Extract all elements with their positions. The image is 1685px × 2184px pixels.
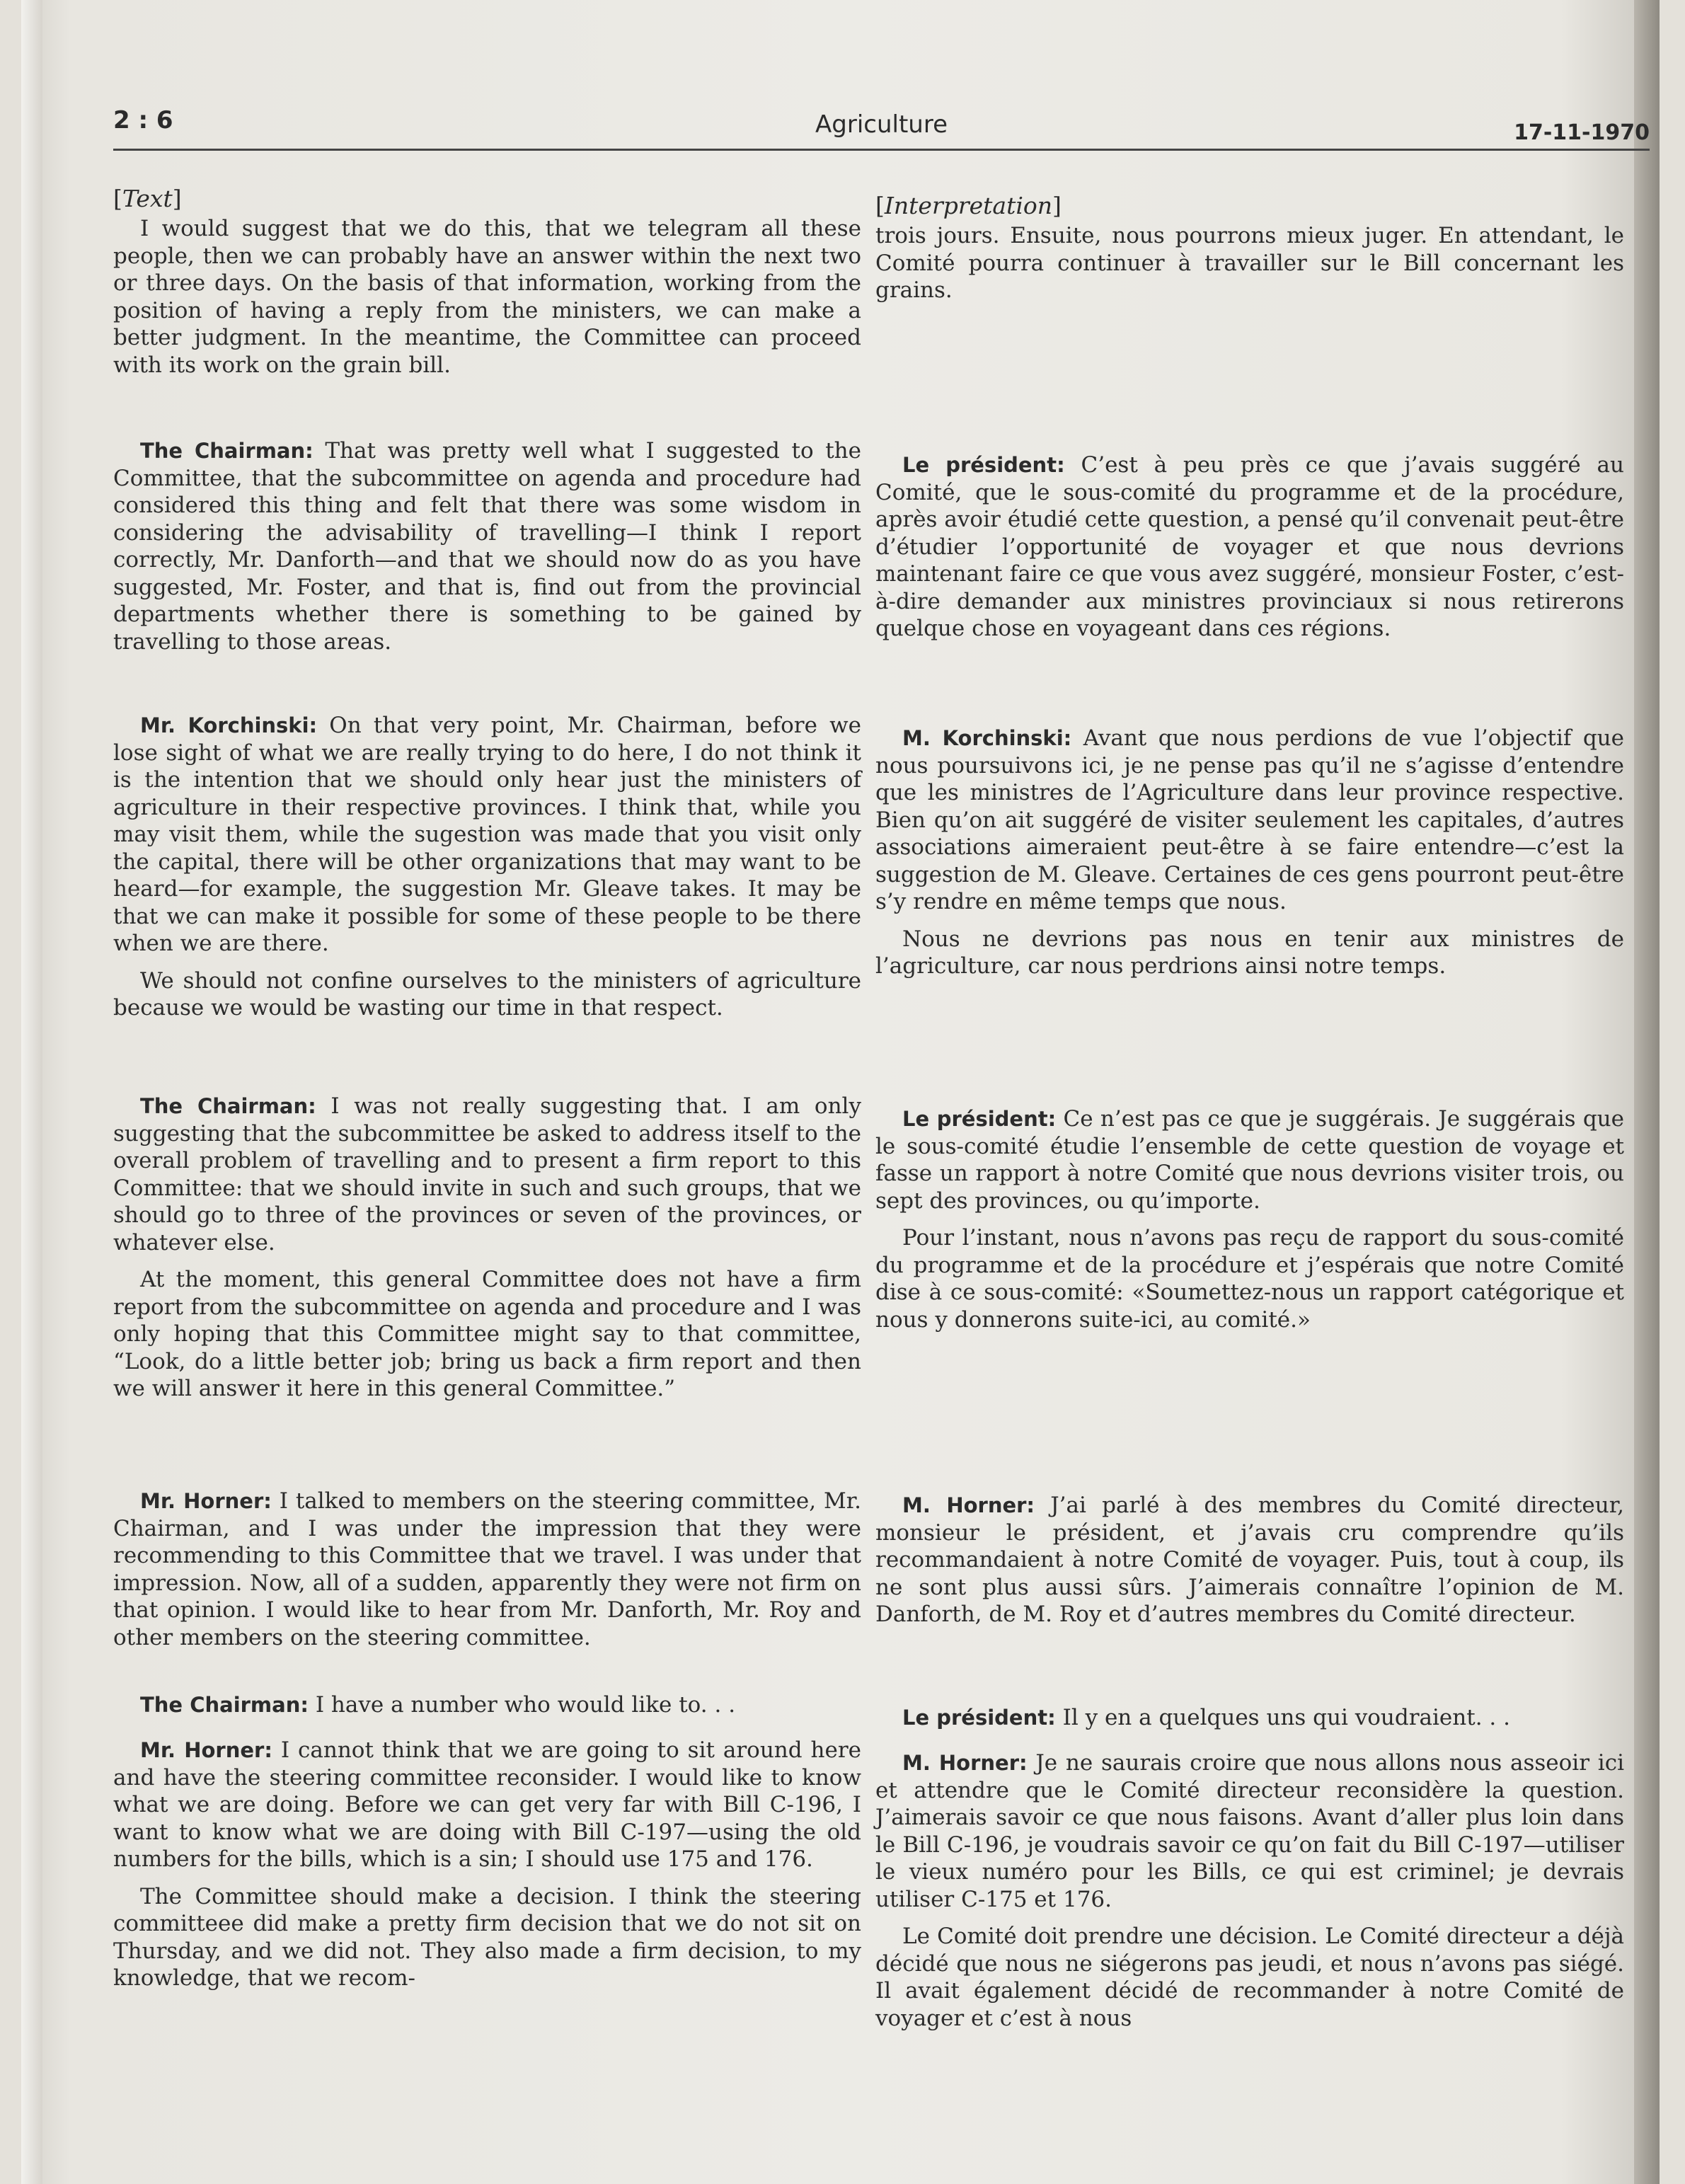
speech-paragraph: Mr. Korchinski: On that very point, Mr. Chairman, before we lose sight of what we are really trying to do here, I do not think it is the intention that we should only hear just the ministers of agriculture in their respective provinces. I think that, while you may visit them, while the sugestion was made that you visit only the capital, there will be other organizations that may want to be heard—for example, the suggestion Mr. Gleave takes. It may be that we can make it possible for some of these people to be there when we are there. — [113, 713, 861, 956]
speech-paragraph: Le président: Ce n’est pas ce que je suggérais. Je suggérais que le sous-comité étudie l’ensemble de cette question de voyage et fasse un rapport à notre Comité que nous devrions visiter trois, ou sept des provinces, ou qu’importe. — [875, 1106, 1624, 1214]
speaker-name: The Chairman: — [140, 439, 314, 463]
speech-block — [113, 437, 861, 655]
speaker-name: Le président: — [902, 1107, 1057, 1131]
speaker-name: The Chairman: — [140, 1094, 316, 1118]
speech-block — [113, 1488, 861, 1651]
speech-block — [113, 1093, 861, 1403]
page-binding-edge — [1634, 0, 1660, 2184]
speech-paragraph: At the moment, this general Committee does not have a firm report from the subcommittee on agenda and procedure and I was only hoping that this Committee might say to that committee, “Look, do a little better job; bring us back a firm report and then we will answer it here in this general Committee.” — [113, 1267, 861, 1401]
speech-paragraph: The Chairman: I was not really suggesting that. I am only suggesting that the subcommittee be asked to address itself to the overall problem of travelling and to present a firm report to this Committee: that we should invite in such and such groups, that we should go to three of the provinces or seven of the provinces, or whatever else. — [113, 1093, 861, 1255]
speech-paragraph: Mr. Horner: I talked to members on the steering committee, Mr. Chairman, and I was under the impression that they were recommending to this Committee that we travel. I was under that impression. Now, all of a sudden, apparently they were not firm on that opinion. I would like to hear from Mr. Danforth, Mr. Roy and other members on the steering committee. — [113, 1488, 861, 1650]
speech-paragraph: trois jours. Ensuite, nous pourrons mieux juger. En attendant, le Comité pourra continuer à travailler sur le Bill concernant les grains. — [875, 223, 1624, 303]
speech-block — [875, 1749, 1624, 2032]
speech-paragraph: The Chairman: I have a number who would like to. . . — [140, 1692, 736, 1718]
speech-block — [875, 452, 1624, 643]
section-label: [Interpretation] — [875, 192, 1062, 219]
speech-paragraph: M. Horner: J’ai parlé à des membres du Comité directeur, monsieur le président, et j’avais cru comprendre qu’ils recommandaient à notre Comité de voyager. Puis, tout à coup, ils ne sont plus aussi sûrs. J’aimerais connaître l’opinion de M. Danforth, de M. Roy et d’autres membres du Comité directeur. — [875, 1493, 1624, 1627]
running-header — [113, 106, 1650, 151]
speaker-name: Mr. Horner: — [140, 1489, 272, 1513]
speaker-name: Le président: — [902, 453, 1065, 477]
speech-block — [875, 1105, 1624, 1333]
speech-paragraph: I would suggest that we do this, that we telegram all these people, then we can probably have an answer within the next two or three days. On the basis of that information, working from the position of having a reply from the ministers, we can make a better judgment. In the meantime, the Committee can proceed with its work on the grain bill. — [113, 216, 861, 378]
speech-paragraph: Pour l’instant, nous n’avons pas reçu de rapport du sous-comité du programme et de la procédure et j’espérais que notre Comité dise à ce sous-comité: «Soumettez-nous un rapport catégorique et nous y donnerons suite-ici, au comité.» — [875, 1225, 1624, 1333]
speech-paragraph: We should not confine ourselves to the ministers of agriculture because we would be wasting our time in that respect. — [113, 967, 861, 1021]
speech-paragraph: M. Horner: Je ne saurais croire que nous allons nous asseoir ici et attendre que le Comité directeur reconsidère la question. J’aimerais savoir ce que nous faisons. Avant d’aller plus loin dans le Bill C-196, je voudrais savoir ce qu’on fait du Bill C-197—utiliser le vieux numéro pour les Bills, ce qui est criminel; je devrais utiliser C-175 et 176. — [875, 1750, 1624, 1912]
page-number: 2 : 6 — [113, 106, 173, 134]
speaker-name: M. Horner: — [902, 1493, 1035, 1517]
speech-paragraph: Nous ne devrions pas nous en tenir aux ministres de l’agriculture, car nous perdrions ainsi notre temps. — [875, 926, 1624, 979]
speech-block — [113, 215, 861, 379]
speech-block — [113, 1737, 861, 1992]
speaker-name: Le président: — [902, 1706, 1056, 1730]
speech-block — [875, 1704, 1624, 1732]
page-title: Agriculture — [815, 110, 948, 139]
speech-paragraph: The Chairman: That was pretty well what I suggested to the Committee, that the subcommittee on agenda and procedure had considered this thing and felt that there was some wisdom in considering the advisability of travelling—I think I report correctly, Mr. Danforth—and that we should now do as you have suggested, Mr. Foster, and that is, find out from the provincial departments whether there is something to be gained by travelling to those areas. — [113, 438, 861, 655]
speech-paragraph: Le président: Il y en a quelques uns qui voudraient. . . — [902, 1705, 1510, 1730]
speech-block — [875, 1492, 1624, 1628]
page-date: 17-11-1970 — [1514, 120, 1650, 145]
speaker-name: The Chairman: — [140, 1693, 309, 1717]
speaker-name: M. Horner: — [902, 1751, 1028, 1775]
speech-paragraph: M. Korchinski: Avant que nous perdions de vue l’objectif que nous poursuivons ici, je ne pense pas qu’il ne s’agisse d’entendre que les ministres de l’Agriculture dans leur province respective. Bien qu’on ait suggéré de visiter seulement les capitales, d’autres associations aimeraient peut-être à se faire entendre—c’est la suggestion de M. Gleave. Certaines de ces gens pourront peut-être s’y rendre en même temps que nous. — [875, 725, 1624, 914]
english-column — [113, 185, 861, 1991]
speech-block — [875, 725, 1624, 980]
speaker-name: Mr. Horner: — [140, 1738, 272, 1762]
speech-block — [113, 1691, 861, 1719]
section-label: [Text] — [113, 185, 182, 212]
speaker-name: M. Korchinski: — [902, 726, 1072, 750]
speaker-name: Mr. Korchinski: — [140, 713, 318, 737]
speech-paragraph: Le Comité doit prendre une décision. Le Comité directeur a déjà décidé que nous ne siégerons pas jeudi, et nous n’avons pas siégé. Il avait également décidé de recommander à notre Comité de voyager et c’est à nous — [875, 1924, 1624, 2031]
speech-block — [113, 712, 861, 1022]
speech-paragraph: Le président: C’est à peu près ce que j’avais suggéré au Comité, que le sous-comité du programme et de la procédure, après avoir étudié cette question, a pensé qu’il convenait peut-être d’étudier l’opportunité de voyager et que nous devrions maintenant faire ce que vous avez suggéré, monsieur Foster, c’est-à-dire demander aux ministres provinciaux si nous retirerons quelque chose en voyageant dans ces régions. — [875, 452, 1624, 641]
speech-paragraph: Mr. Horner: I cannot think that we are going to sit around here and have the steering committee reconsider. I would like to know what we are doing. Before we can get very far with Bill C-196, I want to know what we are doing with Bill C-197—using the old numbers for the bills, which is a sin; I should use 175 and 176. — [113, 1737, 861, 1872]
french-column — [875, 192, 1624, 2031]
speech-paragraph: The Committee should make a decision. I think the steering committeee did make a pretty firm decision that we do not sit on Thursday, and we did not. They also made a firm decision, to my knowledge, that we recom- — [113, 1883, 861, 1991]
page-left-edge — [21, 0, 42, 2184]
speech-block — [875, 222, 1624, 304]
